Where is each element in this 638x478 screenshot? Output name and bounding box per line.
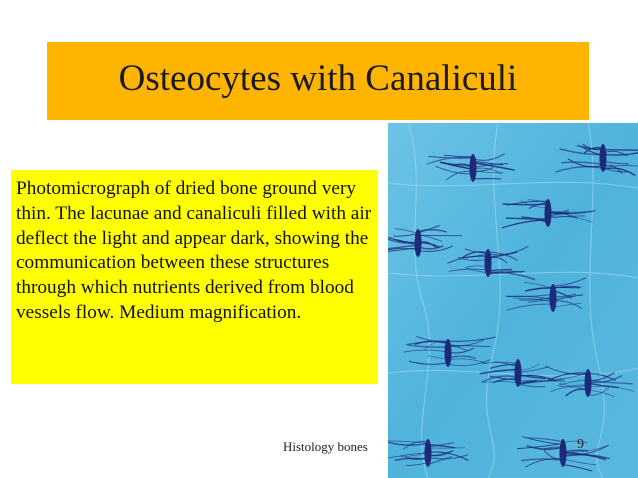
caption-box	[11, 170, 378, 384]
canaliculus	[603, 150, 638, 151]
slide-title: Osteocytes with Canaliculi	[118, 58, 518, 99]
osteocyte-micrograph	[388, 123, 638, 478]
title-band	[47, 42, 589, 120]
caption-text: Photomicrograph of dried bone ground very thin. The lacunae and canaliculi filled with air deflect the light and appear dark, showing the communication between these structures through which nutrients derived from blood vessels flow. Medium magnification.	[16, 178, 372, 323]
footer-text: Histology bones	[283, 439, 368, 454]
slide-number: 9	[577, 437, 584, 452]
canaliculus	[503, 204, 548, 205]
